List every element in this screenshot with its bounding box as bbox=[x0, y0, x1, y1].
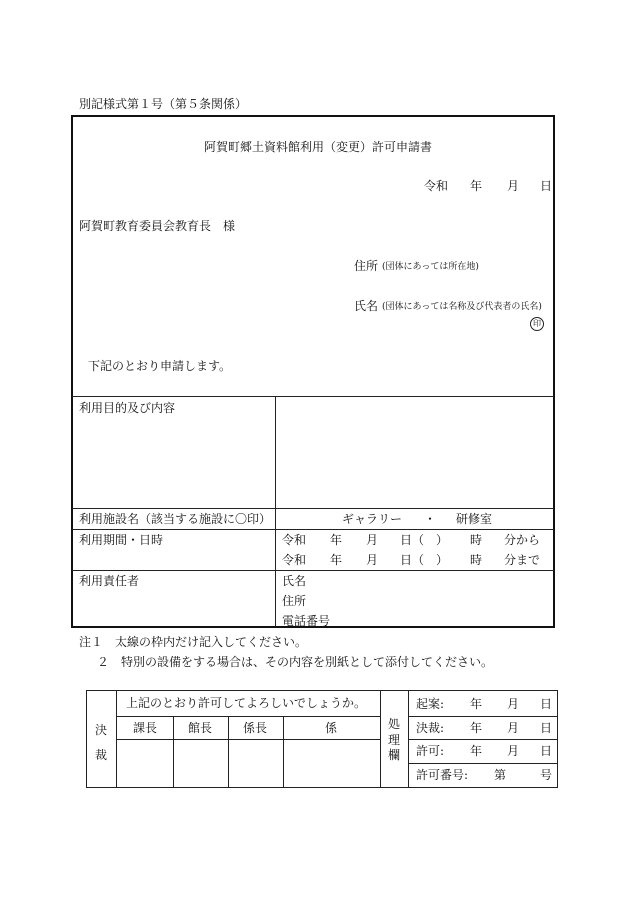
draft-month: 月 bbox=[507, 697, 520, 711]
period-start-era: 令和 bbox=[282, 533, 307, 547]
role-section-chief: 課長 bbox=[133, 721, 158, 735]
approval-role-div-1 bbox=[173, 716, 174, 788]
addressee: 阿賀町教育委員会教育長 様 bbox=[79, 219, 236, 233]
approval-div-2 bbox=[380, 690, 381, 788]
seal-mark bbox=[530, 317, 544, 331]
facility-label: 利用施設名（該当する施設に〇印） bbox=[79, 512, 272, 526]
settled-month: 月 bbox=[507, 721, 520, 735]
settled-label: 決裁: bbox=[416, 721, 445, 735]
purpose-label: 利用目的及び内容 bbox=[79, 401, 176, 415]
responsible-label: 利用責任者 bbox=[79, 574, 140, 588]
period-start-day: 日（ ） bbox=[400, 533, 449, 547]
period-end-year: 年 bbox=[330, 553, 343, 567]
approval-right-h-2 bbox=[408, 739, 557, 740]
draft-day: 日 bbox=[540, 697, 553, 711]
period-label: 利用期間・日時 bbox=[79, 533, 164, 547]
period-start-minute: 分から bbox=[504, 533, 541, 547]
permit-label: 許可: bbox=[416, 744, 445, 758]
period-start-month: 月 bbox=[366, 533, 379, 547]
permit-year: 年 bbox=[470, 744, 483, 758]
applicant-address-label: 住所 bbox=[354, 259, 379, 273]
responsible-phone: 電話番号 bbox=[282, 614, 331, 628]
approval-right-h-3 bbox=[408, 763, 557, 764]
row-divider-facility bbox=[72, 508, 554, 509]
responsible-name: 氏名 bbox=[282, 574, 307, 588]
page-title: 阿賀町郷土資料館利用（変更）許可申請書 bbox=[204, 140, 433, 154]
date-era: 令和 bbox=[424, 179, 449, 193]
period-end-minute: 分まで bbox=[504, 553, 541, 567]
period-start-year: 年 bbox=[330, 533, 343, 547]
applicant-name-label: 氏名 bbox=[354, 299, 379, 313]
responsible-address: 住所 bbox=[282, 594, 307, 608]
column-divider bbox=[275, 396, 276, 627]
draft-year: 年 bbox=[470, 697, 483, 711]
approval-role-div-3 bbox=[283, 716, 284, 788]
period-end-era: 令和 bbox=[282, 553, 307, 567]
permit-month: 月 bbox=[507, 744, 520, 758]
row-divider-purpose bbox=[72, 396, 554, 397]
decision-label: 決裁 bbox=[94, 723, 107, 763]
role-subsection-chief: 係長 bbox=[243, 721, 268, 735]
draft-label: 起案: bbox=[416, 697, 445, 711]
settled-day: 日 bbox=[540, 721, 553, 735]
role-staff: 係 bbox=[325, 721, 338, 735]
period-end-hour: 時 bbox=[470, 553, 483, 567]
permit-number-suffix: 号 bbox=[540, 768, 553, 782]
period-start-hour: 時 bbox=[470, 533, 483, 547]
applicant-address-note: (団体にあっては所在地) bbox=[382, 262, 479, 272]
facility-option-training-room: 研修室 bbox=[456, 512, 493, 526]
period-end-month: 月 bbox=[366, 553, 379, 567]
date-year: 年 bbox=[470, 179, 483, 193]
approval-right-h-1 bbox=[408, 716, 557, 717]
settled-year: 年 bbox=[470, 721, 483, 735]
applicant-name-note: (団体にあっては名称及び代表者の氏名) bbox=[382, 302, 542, 312]
period-end-day: 日（ ） bbox=[400, 553, 449, 567]
approval-role-div-2 bbox=[228, 716, 229, 788]
date-day: 日 bbox=[540, 179, 553, 193]
intro-text: 下記のとおり申請します。 bbox=[88, 359, 232, 373]
note-1: 注１ 太線の枠内だけ記入してください。 bbox=[79, 635, 308, 649]
permit-day: 日 bbox=[540, 744, 553, 758]
role-director: 館長 bbox=[188, 721, 213, 735]
note-2: ２ 特別の設備をする場合は、その内容を別紙として添付してください。 bbox=[97, 655, 494, 669]
row-divider-responsible bbox=[72, 570, 554, 571]
facility-separator: ・ bbox=[424, 512, 437, 526]
date-month: 月 bbox=[507, 179, 520, 193]
permit-number-prefix: 第 bbox=[494, 768, 507, 782]
approval-h-1 bbox=[116, 716, 380, 717]
approval-h-2 bbox=[116, 739, 380, 740]
seal-text: 印 bbox=[533, 319, 541, 328]
form-number-note: 別記様式第１号（第５条関係） bbox=[79, 97, 248, 111]
row-divider-period bbox=[72, 529, 554, 530]
processing-label: 処理欄 bbox=[387, 717, 400, 763]
permit-number-label: 許可番号: bbox=[416, 768, 469, 782]
facility-option-gallery: ギャラリー bbox=[342, 512, 403, 526]
approval-question: 上記のとおり許可してよろしいでしょうか。 bbox=[126, 696, 367, 710]
